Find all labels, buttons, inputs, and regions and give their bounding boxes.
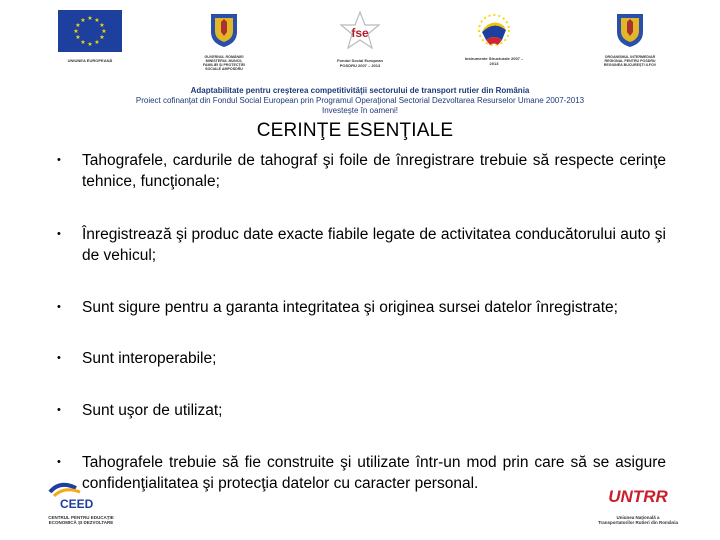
eu-logo xyxy=(55,10,125,64)
bullet-icon: • xyxy=(57,228,61,240)
bullet-icon: • xyxy=(57,154,61,166)
list-item-text: Înregistrează şi produc date exacte fiabile legate de activitatea conducătorului auto şi de vehicul; xyxy=(82,226,666,264)
government-caption: GUVERNUL ROMÂNIEI MINISTERUL MUNCII, FAMILIEI ȘI PROTECȚIEI SOCIALE AMPOSDRU xyxy=(202,55,246,71)
svg-text:★: ★ xyxy=(99,22,105,29)
structural-instruments-logo xyxy=(464,10,524,66)
svg-text:★: ★ xyxy=(73,28,79,35)
ceed-caption: CENTRUL PENTRU EDUCAȚIE ECONOMICĂ ȘI DEZVOLTARE xyxy=(48,515,114,525)
fse-star-icon xyxy=(334,10,386,52)
list-item-text: Sunt interoperabile; xyxy=(82,350,217,367)
untrr-caption: Uniunea Naţională a Transportatorilor Rutieri din România xyxy=(598,515,679,525)
fse-logo xyxy=(330,10,390,68)
government-logo xyxy=(198,10,250,71)
page-title: CERINŢE ESENŢIALE xyxy=(256,120,454,141)
structural-instruments-icon xyxy=(472,10,516,50)
bullet-icon: • xyxy=(57,456,61,468)
bullet-icon: • xyxy=(57,352,61,364)
list-item-text: Sunt sigure pentru a garanta integritatea şi originea sursei datelor înregistrate; xyxy=(82,299,618,316)
banner-line-1: Adaptabilitate pentru creşterea competitivităţii sectorului de transport rutier din România xyxy=(190,86,530,95)
svg-text:★: ★ xyxy=(99,34,105,41)
regional-logo xyxy=(600,10,660,67)
svg-text:★: ★ xyxy=(94,39,100,46)
svg-text:★: ★ xyxy=(80,39,86,46)
svg-text:CEED: CEED xyxy=(60,497,94,510)
fse-caption: Fondul Social European POSDRU 2007 – 2013 xyxy=(337,58,383,68)
svg-text:fse: fse xyxy=(351,26,369,40)
svg-text:★: ★ xyxy=(75,34,81,41)
svg-text:★: ★ xyxy=(101,28,107,35)
list-item-text: Sunt uşor de utilizat; xyxy=(82,402,223,419)
eu-flag-icon xyxy=(58,10,122,52)
list-item-text: Tahografele trebuie să fie construite şi utilizate într-un mod prin care să se asigure confidenţialitatea şi protecţia datelor cu caracter personal. xyxy=(82,454,666,492)
svg-text:★: ★ xyxy=(94,17,100,24)
svg-text:★: ★ xyxy=(75,22,81,29)
regional-caption: ORGANISMUL INTERMEDIAR REGIONAL PENTRU POSDRU REGIUNEA BUCUREȘTI ILFOV xyxy=(603,55,657,67)
svg-text:UNTRR: UNTRR xyxy=(608,487,668,506)
svg-text:★: ★ xyxy=(87,41,93,48)
regional-crest-icon xyxy=(615,10,645,48)
eu-caption: UNIUNEA EUROPEANĂ xyxy=(67,58,113,63)
svg-text:★: ★ xyxy=(87,15,93,22)
project-banner xyxy=(0,86,720,116)
banner-line-3: Investeşte în oameni! xyxy=(321,106,399,115)
crest-icon xyxy=(209,10,239,48)
list-item-text: Tahografele, cardurile de tahograf şi foile de înregistrare trebuie să respecte cerinţe tehnice, funcţionale; xyxy=(82,152,666,190)
banner-line-2: Proiect cofinanţat din Fondul Social European prin Programul Operaţional Sectorial Dezvoltarea Resurselor Umane 2007-2013 xyxy=(135,96,585,105)
bullet-icon: • xyxy=(57,404,61,416)
svg-text:★: ★ xyxy=(80,17,86,24)
structural-instruments-caption: Instrumente Structurale 2007 – 2013 xyxy=(464,56,524,66)
header-logos xyxy=(0,10,720,76)
bullet-icon: • xyxy=(57,301,61,313)
